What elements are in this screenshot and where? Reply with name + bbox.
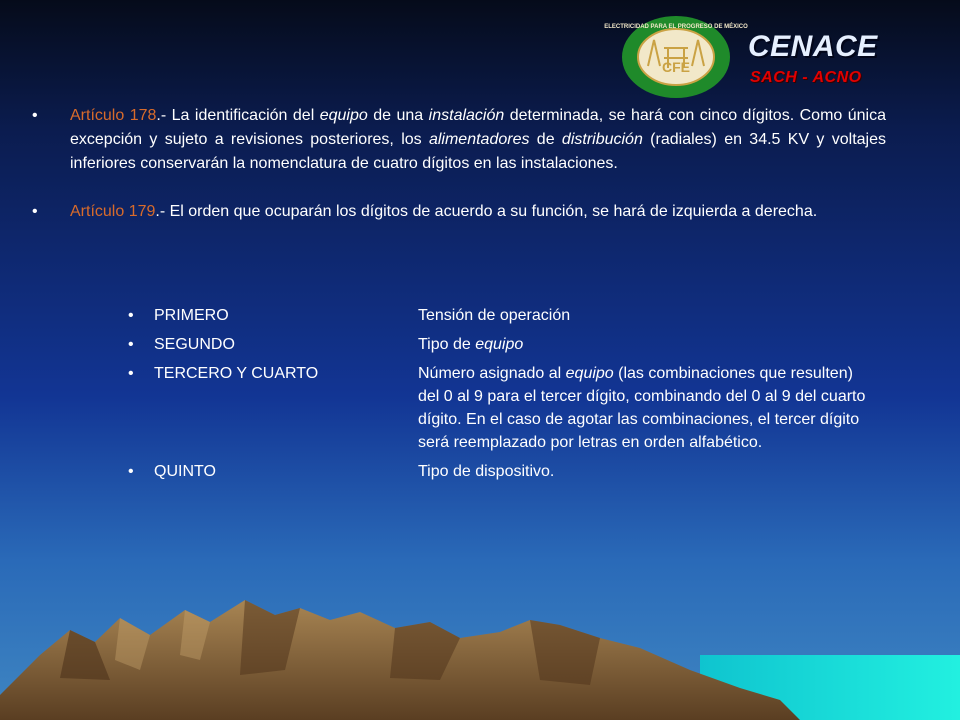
digit-position-label: TERCERO Y CUARTO xyxy=(154,365,319,382)
article-label: Artículo 179 xyxy=(70,203,156,220)
article-separator: .- xyxy=(156,107,172,124)
body-text: Tensión de operación xyxy=(418,307,571,324)
body-text: determinada, se hará con cinco dígitos. Como única excepción y sujeto a revisiones posteriores, los xyxy=(70,107,887,148)
article-paragraph xyxy=(30,200,886,224)
digit-description xyxy=(418,304,873,327)
bullet-icon: • xyxy=(128,307,134,324)
body-text: Número asignado al xyxy=(418,365,566,382)
body-text: La identificación del xyxy=(171,107,320,124)
digit-description xyxy=(418,333,873,356)
emphasis-text: equipo xyxy=(319,107,368,124)
emphasis-text: equipo xyxy=(565,365,614,382)
logo-ring-text: ELECTRICIDAD PARA EL PROGRESO DE MÉXICO xyxy=(604,24,748,30)
article-paragraph xyxy=(30,104,886,176)
article-separator: .- xyxy=(155,203,170,220)
mountain-landscape xyxy=(0,560,960,720)
body-text: (radiales) en 34.5 KV y voltajes inferiores conservarán la nomenclatura de cuatro dígitos en las instalaciones. xyxy=(70,131,887,172)
emphasis-text: distribución xyxy=(561,131,643,148)
digit-row xyxy=(128,333,888,356)
svg-text:CFE: CFE xyxy=(662,59,690,75)
cfe-logo xyxy=(604,14,748,100)
bullet-icon: • xyxy=(128,365,134,382)
emphasis-text: alimentadores xyxy=(428,131,530,148)
bullet-icon: • xyxy=(32,107,38,124)
body-text: Tipo de xyxy=(418,336,476,353)
body-text: (las combinaciones que resulten) del 0 al 9 para el tercer dígito, combinando del 0 al 9 del cuarto dígito. En el caso de agotar las combinaciones, el tercer dígito será reemplazado por letras en orden alfabético. xyxy=(418,365,866,451)
bullet-icon: • xyxy=(32,203,38,220)
digit-description xyxy=(418,460,873,483)
brand-subtitle: SACH - ACNO xyxy=(750,69,862,86)
digit-row xyxy=(128,362,888,454)
digit-description xyxy=(418,362,873,454)
digit-row xyxy=(128,460,888,483)
brand-title: CENACE xyxy=(748,30,878,63)
article-label: Artículo 178 xyxy=(70,107,157,124)
articles-list xyxy=(30,104,886,248)
emphasis-text: equipo xyxy=(475,336,524,353)
body-text: El orden que ocuparán los dígitos de acuerdo a su función, se hará de izquierda a derecha. xyxy=(169,203,818,220)
bullet-icon: • xyxy=(128,463,134,480)
body-text: de una xyxy=(367,107,429,124)
bullet-icon: • xyxy=(128,336,134,353)
digit-position-label: PRIMERO xyxy=(154,307,229,324)
body-text: de xyxy=(529,131,562,148)
digits-table xyxy=(128,304,888,489)
digit-position-label: QUINTO xyxy=(154,463,216,480)
digit-row xyxy=(128,304,888,327)
emphasis-text: instalación xyxy=(428,107,505,124)
body-text: Tipo de dispositivo. xyxy=(418,463,555,480)
digit-position-label: SEGUNDO xyxy=(154,336,235,353)
